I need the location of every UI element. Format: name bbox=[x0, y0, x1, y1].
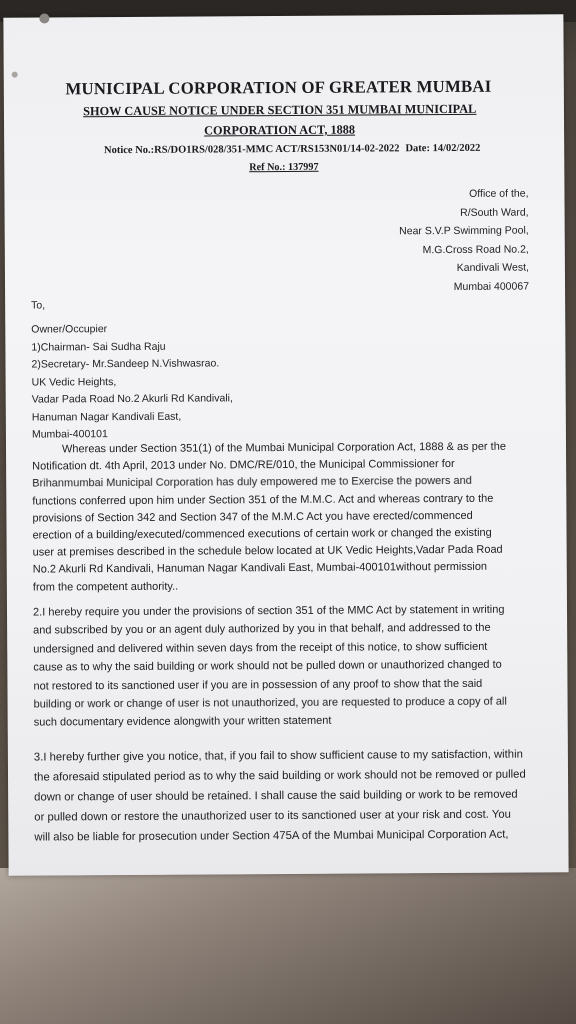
document-title: MUNICIPAL CORPORATION OF GREATER MUMBAI bbox=[65, 76, 492, 99]
office-address-line: Kandivali West, bbox=[456, 261, 529, 274]
recipient-line: Mumbai-400101 bbox=[31, 428, 108, 441]
reference-number: Ref No.: 137997 bbox=[249, 161, 319, 174]
punch-hole bbox=[39, 13, 49, 23]
office-address bbox=[399, 185, 529, 297]
paragraph-line: from the competent authority.. bbox=[32, 580, 179, 594]
recipient-line: Vadar Pada Road No.2 Akurli Rd Kandivali, bbox=[31, 392, 233, 406]
paragraph-line: such documentary evidence alongwith your written statement bbox=[33, 715, 332, 729]
paragraph-line: or pulled down or restore the unauthorized user to its sanctioned user at your risk and cost. You bbox=[34, 808, 511, 824]
paragraph-line: No.2 Akurli Rd Kandivali, Hanuman Nagar Kandivali East, Mumbai-400101without permission bbox=[32, 561, 488, 576]
paragraph-line: provisions of Section 342 and Section 347 of the M.M.C Act you have erected/commenced bbox=[32, 509, 473, 525]
paragraph-3 bbox=[34, 745, 526, 848]
paragraph-line: Notification dt. 4th April, 2013 under No. DMC/RE/010, the Municipal Commissioner for bbox=[32, 458, 455, 473]
office-address-line: R/South Ward, bbox=[460, 206, 529, 219]
office-address-line: M.G.Cross Road No.2, bbox=[422, 243, 529, 256]
paragraph-line: and subscribed by you or an agent duly authorized by you in that behalf, and addressed to the bbox=[33, 622, 491, 637]
punch-hole bbox=[12, 72, 18, 78]
paragraph-line: will also be liable for prosecution under Section 475A of the Mumbai Municipal Corporation Act, bbox=[34, 828, 509, 844]
notice-number-line bbox=[12, 142, 572, 156]
paragraph-line: not restored to its sanctioned user if you are in possession of any proof to show that the said bbox=[33, 677, 483, 693]
paragraph-1 bbox=[32, 439, 507, 597]
to-label: To, bbox=[31, 299, 46, 312]
paragraph-line: functions conferred upon him under Section 351 of the M.M.C. Act and whereas contrary to the bbox=[32, 492, 494, 508]
recipient-line: 1)Chairman- Sai Sudha Raju bbox=[31, 340, 166, 354]
paragraph-line: down or change of user should be retained. I shall cause the said building or work to be removed bbox=[34, 788, 518, 804]
paragraph-line: Brihanmumbai Municipal Corporation has duly empowered me to Exercise the powers and bbox=[32, 475, 472, 490]
notice-document bbox=[3, 14, 568, 875]
paragraph-line: building or work or change of user is not unauthorized, you are requested to produce a copy of all bbox=[33, 695, 507, 711]
paragraph-line: Whereas under Section 351(1) of the Mumbai Municipal Corporation Act, 1888 & as per the bbox=[61, 440, 506, 456]
recipient-line: UK Vedic Heights, bbox=[31, 375, 117, 389]
paragraph-2 bbox=[33, 601, 507, 733]
recipient-line: Owner/Occupier bbox=[31, 323, 108, 336]
notice-date: Date: 14/02/2022 bbox=[405, 142, 481, 155]
notice-number: Notice No.:RS/DO1RS/028/351-MMC ACT/RS153N01/14-02-2022 bbox=[103, 143, 400, 157]
notice-subtitle: SHOW CAUSE NOTICE UNDER SECTION 351 MUMBAI MUNICIPAL bbox=[83, 101, 477, 119]
paragraph-line: erection of a building/executed/commenced executions of certain work or changed the existing bbox=[32, 526, 492, 542]
office-address-line: Office of the, bbox=[469, 187, 529, 200]
recipient-line: 2)Secretary- Mr.Sandeep N.Vishwasrao. bbox=[31, 357, 220, 371]
office-address-line: Near S.V.P Swimming Pool, bbox=[399, 224, 529, 238]
paragraph-line: 2.I hereby require you under the provisions of section 351 of the MMC Act by statement in writing bbox=[32, 603, 505, 619]
paragraph-line: undersigned and delivered within seven days from the receipt of this notice, to show sufficient bbox=[33, 640, 488, 656]
paragraph-line: cause as to why the said building or work should not be pulled down or unauthorized changed to bbox=[33, 658, 502, 674]
recipient-address bbox=[31, 320, 233, 444]
paragraph-line: user at premises described in the schedule below located at UK Vedic Heights,Vadar Pada Road bbox=[32, 543, 503, 559]
background-fabric bbox=[0, 868, 576, 1024]
paragraph-line: the aforesaid stipulated period as to why the said building or work should not be removed or pulled bbox=[33, 768, 526, 784]
recipient-line: Hanuman Nagar Kandivali East, bbox=[31, 410, 182, 424]
paragraph-line: 3.I hereby further give you notice, that, if you fail to show sufficient cause to my satisfaction, within bbox=[33, 748, 523, 764]
office-address-line: Mumbai 400067 bbox=[453, 280, 530, 293]
notice-subtitle-cont: CORPORATION ACT, 1888 bbox=[204, 122, 356, 138]
